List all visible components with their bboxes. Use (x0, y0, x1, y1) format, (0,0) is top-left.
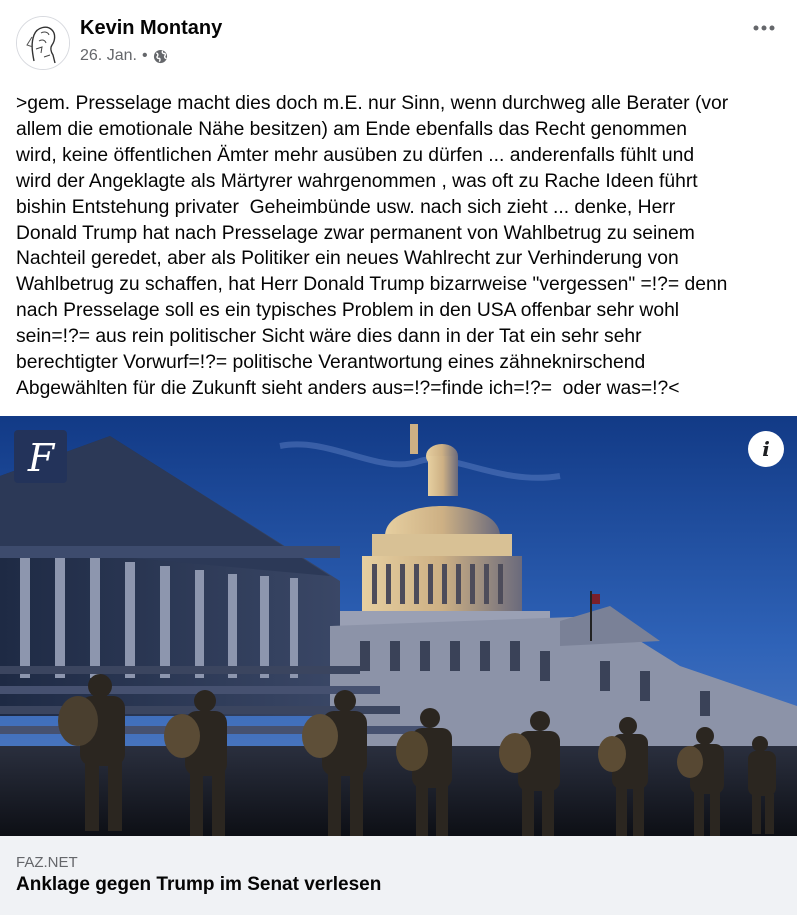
post-header (0, 0, 797, 80)
link-title[interactable]: Anklage gegen Trump im Senat verlesen (16, 874, 382, 895)
more-dots-icon (753, 25, 775, 31)
globe-icon[interactable] (153, 49, 168, 64)
info-button[interactable]: i (748, 431, 784, 467)
more-options-button[interactable] (751, 18, 777, 38)
avatar[interactable] (16, 16, 70, 70)
link-domain: FAZ.NET (16, 854, 78, 871)
meta-separator: • (141, 47, 148, 64)
link-preview-image[interactable] (0, 416, 797, 836)
svg-text:F: F (27, 435, 54, 479)
link-preview-footer[interactable] (0, 836, 797, 915)
post-date[interactable]: 26. Jan. (80, 47, 137, 64)
author-name[interactable]: Kevin Montany (80, 17, 223, 39)
post-text: >gem. Presselage macht dies doch m.E. nur Sinn, wenn durchweg alle Berater (vor allem die emotionale Nähe besitzen) am Ende ebenfalls das Recht genommen wird, keine öffentlichen Ämter mehr ausüben zu dürfen ... anderenfalls fühlt und wird der Angeklagte als Märtyrer wahrgenommen , was oft zu Rache Ideen führt bishin Entstehung privater Geheimbünde usw. nach sich zieht ... denke, Herr Donald Trump hat nach Presselage zwar permanent von Wahlbetrug zu seinem Nachteil geredet, aber als Politiker ein neues Wahlrecht zur Verhinderung von Wahlbetrug zu schaffen, hat Herr Donald Trump bizarrweise "vergessen" =!?= denn nach Presselage soll es ein typisches Problem in den USA offenbar sehr wohl sein=!?= aus rein politischer Sicht wäre dies dann in der Tat ein sehr sehr berechtigter Vorwurf=!?= politische Verantwortung eines zähneknirschend Abgewählten für die Zukunft sieht anders aus=!?=finde ich=!?= oder was=!?< (16, 93, 729, 399)
capitol-photo (0, 416, 797, 836)
post-meta (80, 47, 168, 65)
faz-logo (14, 430, 67, 483)
